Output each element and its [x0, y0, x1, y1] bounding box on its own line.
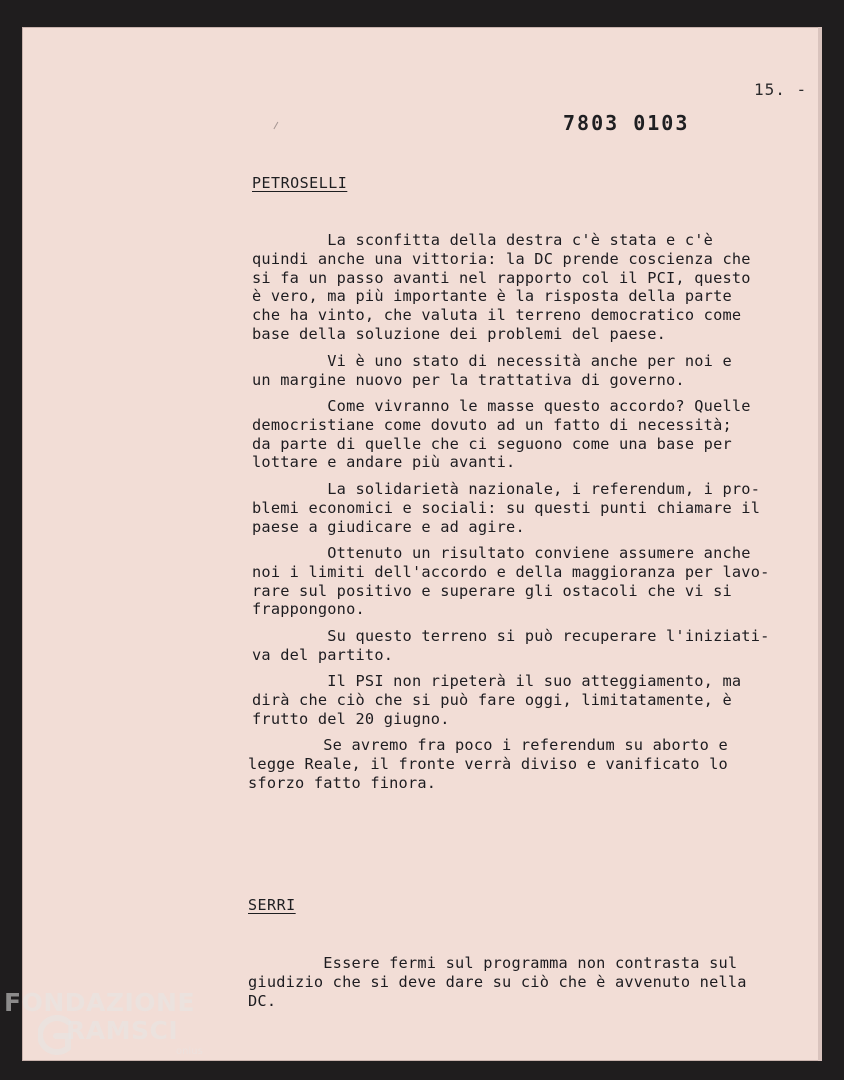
paragraph: La sconfitta della destra c'è stata e c'è quindi anche una vittoria: la DC prende coscienza che si fa un passo avanti nel rapporto col il PCI, questo è vero, ma più importante è la risposta della parte che ha vinto, che valuta il terreno democratico come base della soluzione dei problemi del paese. [252, 231, 751, 343]
paragraph: La solidarietà nazionale, i referendum, i pro- blemi economici e sociali: su questi punti chiamare il paese a giudicare e ad agire. [252, 480, 761, 536]
paragraph: Essere fermi sul programma non contrasta sul giudizio che si deve dare su ciò che è avvenuto nella DC. [248, 954, 747, 1010]
watermark-onlus: onlus [176, 1046, 203, 1057]
paragraph: Il PSI non ripeterà il suo atteggiamento, ma dirà che ciò che si può fare oggi, limitatamente, è frutto del 20 giugno. [252, 672, 742, 728]
paragraph: Come vivranno le masse questo accordo? Quelle democristiane come dovuto ad un fatto di necessità; da parte di quelle che ci seguono come una base per lottare e andare più avanti. [252, 397, 751, 472]
paragraph: Su questo terreno si può recuperare l'iniziati- va del partito. [252, 627, 770, 664]
paragraph: Ottenuto un risultato conviene assumere anche noi i limiti dell'accordo e della maggioranza per lavo- rare sul positivo e superare gli ostacoli che vi si frappongono. [252, 544, 770, 619]
document-page [22, 27, 822, 1061]
speaker-heading-serri: SERRI [248, 896, 296, 914]
watermark-line1: FONDAZIONE [4, 988, 196, 1017]
archive-code: 7803 0103 [563, 111, 690, 135]
paragraph: Vi è uno stato di necessità anche per noi e un margine nuovo per la trattativa di governo. [252, 352, 732, 389]
pencil-mark [273, 122, 283, 132]
page-edge [818, 27, 822, 1061]
paragraph: Se avremo fra poco i referendum su aborto e legge Reale, il fronte verrà diviso e vanificato lo sforzo fatto finora. [248, 736, 728, 792]
watermark-line2: RAMSCI [66, 1016, 179, 1045]
fondazione-gramsci-watermark [4, 988, 224, 1068]
page-number: 15. - [754, 80, 808, 99]
speaker-heading-petroselli: PETROSELLI [252, 174, 348, 192]
